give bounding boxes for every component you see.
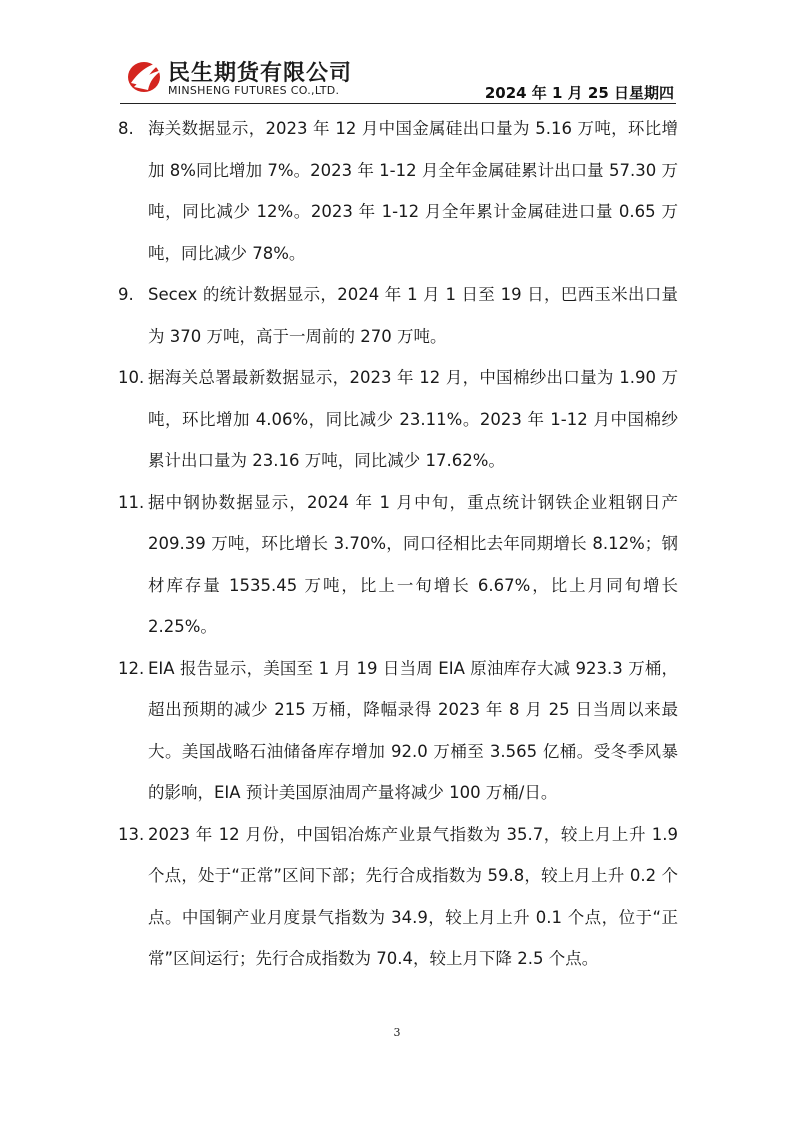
item-text: Secex 的统计数据显示，2024 年 1 月 1 日至 19 日，巴西玉米出口量为 370 万吨，高于一周前的 270 万吨。 [148, 285, 678, 346]
company-name-en: MINSHENG FUTURES CO.,LTD. [168, 84, 340, 97]
item-number: 12. [118, 658, 145, 678]
item-number: 13. [118, 824, 145, 844]
item-number: 8. [118, 119, 134, 138]
list-item [118, 108, 678, 274]
company-name-cn: 民生期货有限公司 [168, 61, 353, 86]
header-divider [120, 103, 676, 104]
list-item [118, 814, 678, 980]
item-number: 11. [118, 492, 145, 512]
item-text: EIA 报告显示，美国至 1 月 19 日当周 EIA 原油库存大减 923.3 万桶，超出预期的减少 215 万桶，降幅录得 2023 年 8 月 25 日当周以来最大。美国战略石油储备库存增加 92.0 万桶至 3.565 亿桶。受冬季风暴的影响，EIA 预计美国原油周产量将减少 100 万桶/日。 [148, 658, 678, 802]
item-text: 海关数据显示，2023 年 12 月中国金属硅出口量为 5.16 万吨，环比增加 8%同比增加 7%。2023 年 1-12 月全年金属硅累计出口量 57.30 万吨，同比减少 12%。2023 年 1-12 月全年累计金属硅进口量 0.65 万吨，同比减少 78%。 [148, 119, 678, 263]
list-item [118, 357, 678, 482]
item-text: 2023 年 12 月份，中国铝冶炼产业景气指数为 35.7，较上月上升 1.9 个点，处于“正常”区间下部；先行合成指数为 59.8，较上月上升 0.2 个点。中国铜产业月度景气指数为 34.9，较上月上升 0.1 个点，位于“正常”区间运行；先行合成指数为 70.4，较上月下降 2.5 个点。 [148, 824, 678, 968]
report-date: 2024 年 1 月 25 日星期四 [484, 84, 674, 102]
item-number: 10. [118, 368, 145, 387]
list-item [118, 482, 678, 648]
page-header [120, 52, 676, 104]
list-item [118, 648, 678, 814]
list-item [118, 274, 678, 357]
item-number: 9. [118, 285, 134, 304]
company-logo [120, 52, 370, 102]
logo-icon [126, 56, 166, 98]
news-list [118, 108, 678, 980]
item-text: 据海关总署最新数据显示，2023 年 12 月，中国棉纱出口量为 1.90 万吨，环比增加 4.06%，同比减少 23.11%。2023 年 1-12 月中国棉纱累计出口量为 23.16 万吨，同比减少 17.62%。 [148, 368, 678, 470]
item-text: 据中钢协数据显示，2024 年 1 月中旬，重点统计钢铁企业粗钢日产 209.39 万吨，环比增长 3.70%，同口径相比去年同期增长 8.12%；钢材库存量 1535.45 万吨，比上一旬增长 6.67%，比上月同旬增长 2.25%。 [148, 492, 678, 636]
page-number: 3 [393, 1026, 401, 1039]
